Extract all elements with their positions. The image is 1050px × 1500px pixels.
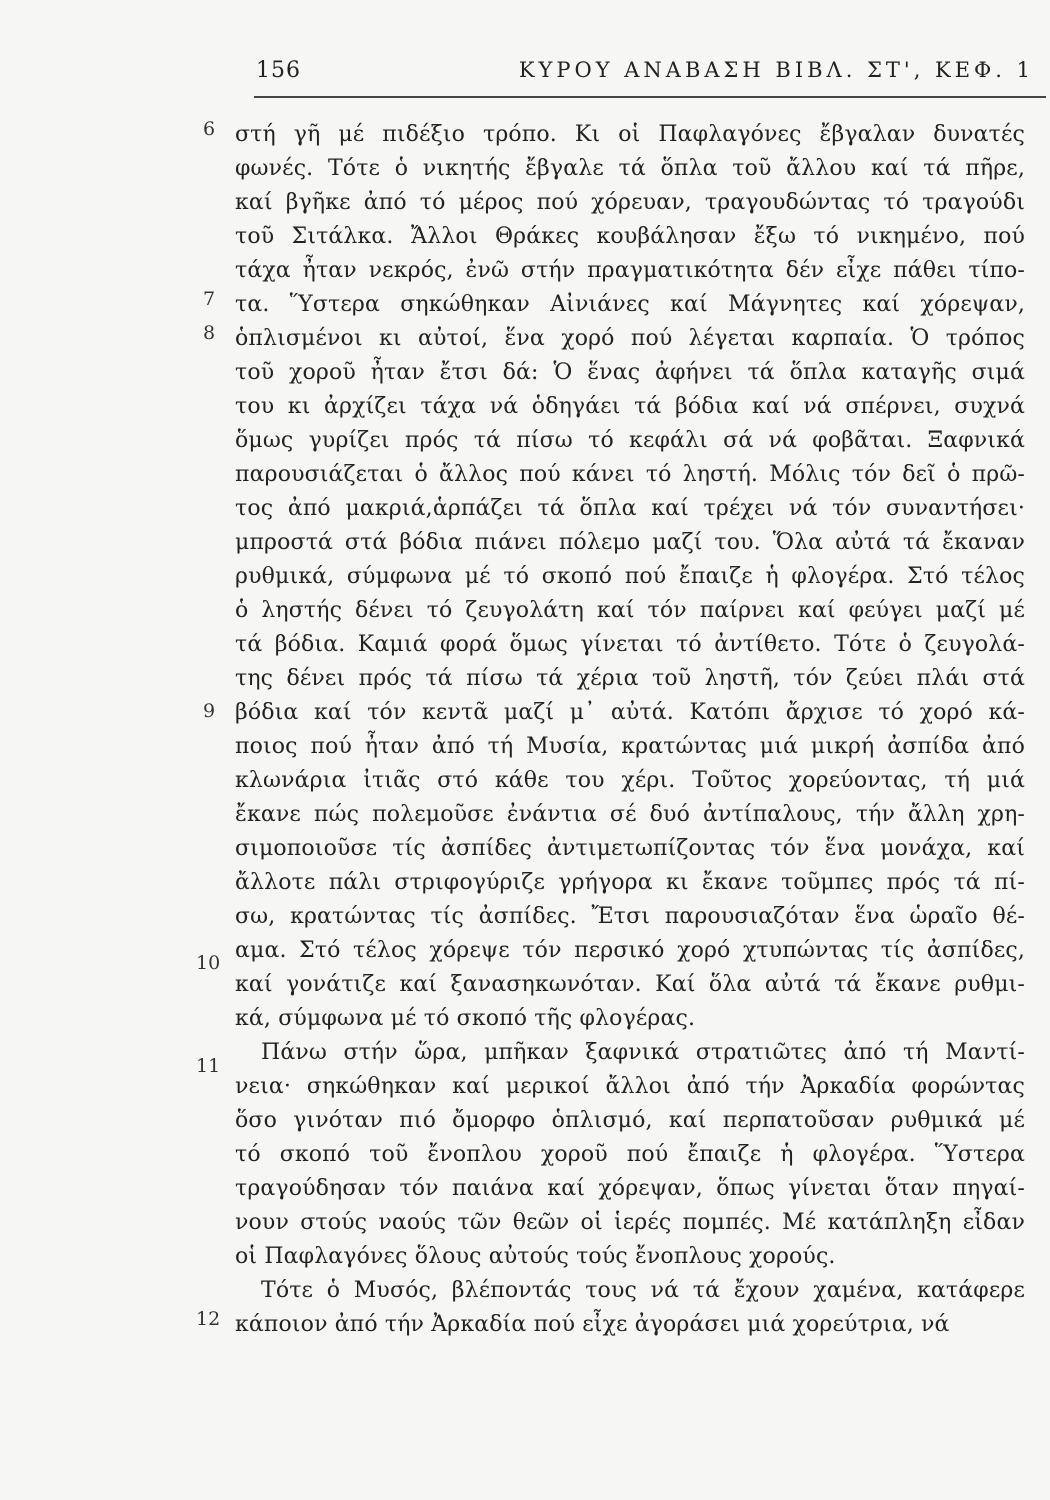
- text-line: τα. Ὕστερα σηκώθηκαν Αἰνιάνες καί Μάγνητες καί χόρεψαν,: [235, 292, 1025, 317]
- text-line: Πάνω στήν ὥρα, μπῆκαν ξαφνικά στρατιῶτες ἀπό τή Μαντί-: [261, 1040, 1025, 1065]
- text-line: ἔκανε πώς πολεμοῦσε ἐνάντια σέ δυό ἀντίπαλους, τήν ἄλλη χρη-: [235, 802, 1025, 827]
- text-line: τάχα ἦταν νεκρός, ἐνῶ στήν πραγματικότητα δέν εἶχε πάθει τίπο-: [235, 258, 1025, 283]
- text-line: παρουσιάζεται ὁ ἄλλος πού κάνει τό ληστή. Μόλις τόν δεῖ ὁ πρῶ-: [235, 462, 1025, 487]
- text-line: βόδια καί τόν κεντᾶ μαζί μ᾿ αὐτά. Κατόπι ἄρχισε τό χορό κά-: [235, 700, 1025, 725]
- text-line: ρυθμικά, σύμφωνα μέ τό σκοπό πού ἔπαιζε ἡ φλογέρα. Στό τέλος: [235, 564, 1025, 589]
- text-line: καί γονάτιζε καί ξανασηκωνόταν. Καί ὅλα αὐτά τά ἔκανε ρυθμι-: [235, 972, 1025, 997]
- text-line: μπροστά στά βόδια πιάνει πόλεμο μαζί του. Ὅλα αὐτά τά ἔκαναν: [235, 530, 1025, 555]
- text-line: κάποιον ἀπό τήν Ἀρκαδία πού εἶχε ἀγοράσει μιά χορεύτρια, νά: [235, 1312, 950, 1337]
- text-line: τά βόδια. Καμιά φορά ὅμως γίνεται τό ἀντίθετο. Τότε ὁ ζευγολά-: [235, 632, 1025, 657]
- text-line: ἄλλοτε πάλι στριφογύριζε γρήγορα κι ἔκανε τοῦμπες πρός τά πί-: [235, 870, 1025, 895]
- text-line: τοῦ Σιτάλκα. Ἄλλοι Θράκες κουβάλησαν ἔξω τό νικημένο, πού: [235, 224, 1025, 249]
- section-number: 10: [196, 952, 221, 974]
- page-header: [256, 58, 1042, 98]
- text-line: αμα. Στό τέλος χόρεψε τόν περσικό χορό χτυπώντας τίς ἀσπίδες,: [235, 938, 1025, 963]
- text-line: σιμοποιοῦσε τίς ἀσπίδες ἀντιμετωπίζοντας τόν ἕνα μονάχα, καί: [235, 836, 1025, 861]
- text-line: ὅσο γινόταν πιό ὄμορφο ὁπλισμό, καί περπατοῦσαν ρυθμικά μέ: [235, 1108, 1025, 1133]
- section-number: 9: [203, 700, 216, 722]
- section-number: 12: [196, 1308, 221, 1330]
- text-line: κλωνάρια ἰτιᾶς στό κάθε του χέρι. Τοῦτος χορεύοντας, τή μιά: [235, 768, 1025, 793]
- text-line: σω, κρατώντας τίς ἀσπίδες. Ἔτσι παρουσιαζόταν ἕνα ὡραῖο θέ-: [235, 904, 1025, 929]
- text-line: ὁπλισμένοι κι αὐτοί, ἕνα χορό πού λέγεται καρπαία. Ὁ τρόπος: [235, 326, 1025, 351]
- text-line: νεια· σηκώθηκαν καί μερικοί ἄλλοι ἀπό τήν Ἀρκαδία φορώντας: [235, 1074, 1025, 1099]
- text-line: τραγούδησαν τόν παιάνα καί χόρεψαν, ὅπως γίνεται ὅταν πηγαί-: [235, 1176, 1025, 1201]
- text-line: ποιος πού ἦταν ἀπό τή Μυσία, κρατώντας μιά μικρή ἀσπίδα ἀπό: [235, 734, 1025, 759]
- text-line: ὅμως γυρίζει πρός τά πίσω τό κεφάλι σά νά φοβᾶται. Ξαφνικά: [235, 428, 1025, 453]
- text-line: της δένει πρός τά πίσω τά χέρια τοῦ ληστῆ, τόν ζεύει πλάι στά: [235, 666, 1025, 691]
- header-rule: [254, 96, 1046, 98]
- text-line: νουν στούς ναούς τῶν θεῶν οἱ ἱερές πομπές. Μέ κατάπληξη εἶδαν: [235, 1210, 1025, 1235]
- text-line: στή γῆ μέ πιδέξιο τρόπο. Κι οἱ Παφλαγόνες ἔβγαλαν δυνατές: [235, 122, 1025, 147]
- body-text: [235, 118, 1025, 1342]
- section-numbers: [0, 0, 230, 1500]
- text-line: Τότε ὁ Μυσός, βλέποντάς τους νά τά ἔχουν χαμένα, κατάφερε: [261, 1278, 1025, 1303]
- section-number: 6: [203, 118, 216, 140]
- text-line: κά, σύμφωνα μέ τό σκοπό τῆς φλογέρας.: [235, 1006, 696, 1031]
- text-line: τος ἀπό μακριά,ἁρπάζει τά ὅπλα καί τρέχει νά τόν συναντήσει·: [235, 496, 1025, 521]
- text-line: ὁ ληστής δένει τό ζευγολάτη καί τόν παίρνει καί φεύγει μαζί μέ: [235, 598, 1025, 623]
- text-line: τοῦ χοροῦ ἦταν ἔτσι δά: Ὁ ἕνας ἀφήνει τά ὅπλα καταγῆς σιμά: [235, 360, 1025, 385]
- text-line: τό σκοπό τοῦ ἔνοπλου χοροῦ πού ἔπαιζε ἡ φλογέρα. Ὕστερα: [235, 1142, 1025, 1167]
- section-number: 11: [196, 1055, 221, 1077]
- text-line: φωνές. Τότε ὁ νικητής ἔβγαλε τά ὅπλα τοῦ ἄλλου καί τά πῆρε,: [235, 156, 1025, 181]
- text-line: του κι ἀρχίζει τάχα νά ὁδηγάει τά βόδια καί νά σπέρνει, συχνά: [235, 394, 1025, 419]
- page-number: 156: [256, 58, 301, 83]
- running-head: ΚΥΡΟΥ ΑΝΑΒΑΣΗ ΒΙΒΛ. ΣΤ', ΚΕΦ. 1: [518, 58, 1034, 82]
- section-number: 8: [203, 322, 216, 344]
- text-line: καί βγῆκε ἀπό τό μέρος πού χόρευαν, τραγουδώντας τό τραγούδι: [235, 190, 1025, 215]
- section-number: 7: [203, 288, 216, 310]
- text-line: οἱ Παφλαγόνες ὅλους αὐτούς τούς ἔνοπλους χορούς.: [235, 1244, 836, 1269]
